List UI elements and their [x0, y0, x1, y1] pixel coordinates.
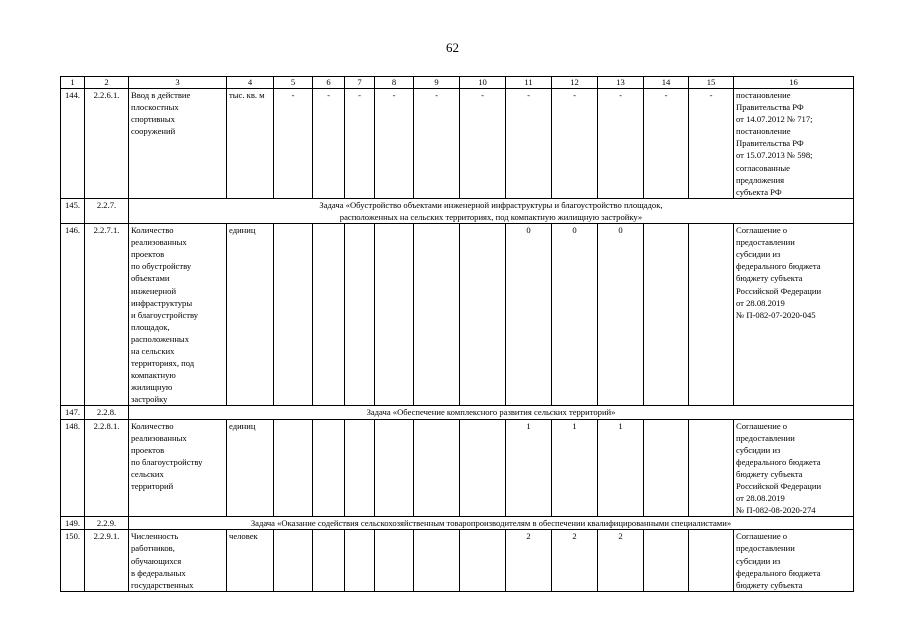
header-cell: 5	[274, 77, 313, 89]
value-cell	[644, 419, 689, 517]
value-cell: -	[689, 89, 734, 199]
task-row	[61, 198, 854, 223]
source-note: Соглашение о предоставлении субсидии из федерального бюджета бюджету субъекта	[734, 530, 854, 591]
value-cell	[414, 530, 460, 591]
page-number: 62	[446, 40, 459, 55]
value-cell: -	[313, 89, 345, 199]
value-cell	[313, 530, 345, 591]
indicators-table	[60, 76, 854, 592]
task-title: Задача «Обустройство объектами инженерной инфраструктуры и благоустройство площадок, расположенных на сельских территориях, под компактную жилищную застройку»	[129, 198, 854, 223]
header-cell: 14	[644, 77, 689, 89]
value-cell	[375, 530, 414, 591]
value-cell	[460, 530, 506, 591]
header-cell: 16	[734, 77, 854, 89]
value-cell	[460, 419, 506, 517]
source-note: Соглашение о предоставлении субсидии из федерального бюджета бюджету субъекта Российской Федерации от 28.08.2019 № П-082-07-2020-045	[734, 224, 854, 406]
unit-of-measure: единиц	[227, 419, 274, 517]
value-cell: -	[274, 89, 313, 199]
header-cell: 7	[345, 77, 375, 89]
header-cell: 15	[689, 77, 734, 89]
value-cell	[460, 224, 506, 406]
header-cell: 8	[375, 77, 414, 89]
indicator-name: Ввод в действие плоскостных спортивных сооружений	[129, 89, 227, 199]
value-cell: -	[414, 89, 460, 199]
value-cell	[274, 419, 313, 517]
row-number: 146.	[61, 224, 85, 406]
value-cell: -	[345, 89, 375, 199]
row-number: 149.	[61, 517, 85, 530]
source-note: постановление Правительства РФ от 14.07.2012 № 717; постановление Правительства РФ от 15.07.2013 № 598; согласованные предложения субъекта РФ	[734, 89, 854, 199]
value-cell	[689, 419, 734, 517]
table-row	[61, 419, 854, 517]
value-cell: -	[598, 89, 644, 199]
value-cell: -	[644, 89, 689, 199]
row-number: 144.	[61, 89, 85, 199]
value-cell	[414, 419, 460, 517]
unit-of-measure: человек	[227, 530, 274, 591]
unit-of-measure: единиц	[227, 224, 274, 406]
value-cell	[345, 419, 375, 517]
table-row	[61, 89, 854, 199]
value-cell	[313, 224, 345, 406]
row-code: 2.2.9.1.	[85, 530, 129, 591]
value-cell	[375, 419, 414, 517]
value-cell: -	[552, 89, 598, 199]
value-cell	[414, 224, 460, 406]
indicator-name: Количество реализованных проектов по благоустройству сельских территорий	[129, 419, 227, 517]
row-number: 150.	[61, 530, 85, 591]
header-cell: 13	[598, 77, 644, 89]
row-code: 2.2.7.1.	[85, 224, 129, 406]
row-code: 2.2.7.	[85, 198, 129, 223]
header-cell: 4	[227, 77, 274, 89]
value-cell	[274, 530, 313, 591]
value-cell: 2	[552, 530, 598, 591]
row-number: 147.	[61, 406, 85, 419]
value-cell	[644, 530, 689, 591]
value-cell: 0	[598, 224, 644, 406]
value-cell	[313, 419, 345, 517]
table-row	[61, 530, 854, 591]
value-cell: 1	[506, 419, 552, 517]
header-cell: 2	[85, 77, 129, 89]
value-cell	[274, 224, 313, 406]
indicator-name: Численность работников, обучающихся в федеральных государственных	[129, 530, 227, 591]
value-cell: 2	[506, 530, 552, 591]
row-code: 2.2.8.1.	[85, 419, 129, 517]
row-code: 2.2.9.	[85, 517, 129, 530]
task-title: Задача «Оказание содействия сельскохозяйственным товаропроизводителям в обеспечении квалифицированными специалистами»	[129, 517, 854, 530]
value-cell	[345, 530, 375, 591]
header-cell: 11	[506, 77, 552, 89]
value-cell: -	[375, 89, 414, 199]
row-number: 145.	[61, 198, 85, 223]
source-note: Соглашение о предоставлении субсидии из федерального бюджета бюджету субъекта Российской Федерации от 28.08.2019 № П-082-08-2020-274	[734, 419, 854, 517]
table-body	[61, 77, 854, 592]
header-row	[61, 77, 854, 89]
value-cell	[689, 224, 734, 406]
header-cell: 12	[552, 77, 598, 89]
header-cell: 10	[460, 77, 506, 89]
task-row	[61, 406, 854, 419]
value-cell: -	[460, 89, 506, 199]
table-row	[61, 224, 854, 406]
value-cell	[345, 224, 375, 406]
task-row	[61, 517, 854, 530]
unit-of-measure: тыс. кв. м	[227, 89, 274, 199]
value-cell: 1	[598, 419, 644, 517]
header-cell: 6	[313, 77, 345, 89]
value-cell: 1	[552, 419, 598, 517]
task-title: Задача «Обеспечение комплексного развития сельских территорий»	[129, 406, 854, 419]
value-cell: 0	[506, 224, 552, 406]
value-cell	[644, 224, 689, 406]
header-cell: 1	[61, 77, 85, 89]
row-number: 148.	[61, 419, 85, 517]
value-cell	[375, 224, 414, 406]
row-code: 2.2.6.1.	[85, 89, 129, 199]
value-cell: 0	[552, 224, 598, 406]
header-cell: 9	[414, 77, 460, 89]
value-cell: -	[506, 89, 552, 199]
header-cell: 3	[129, 77, 227, 89]
indicator-name: Количество реализованных проектов по обустройству объектами инженерной инфраструктуры и благоустройству площадок, расположенных на сельских территориях, под компактную жилищную застройку	[129, 224, 227, 406]
value-cell: 2	[598, 530, 644, 591]
value-cell	[689, 530, 734, 591]
row-code: 2.2.8.	[85, 406, 129, 419]
